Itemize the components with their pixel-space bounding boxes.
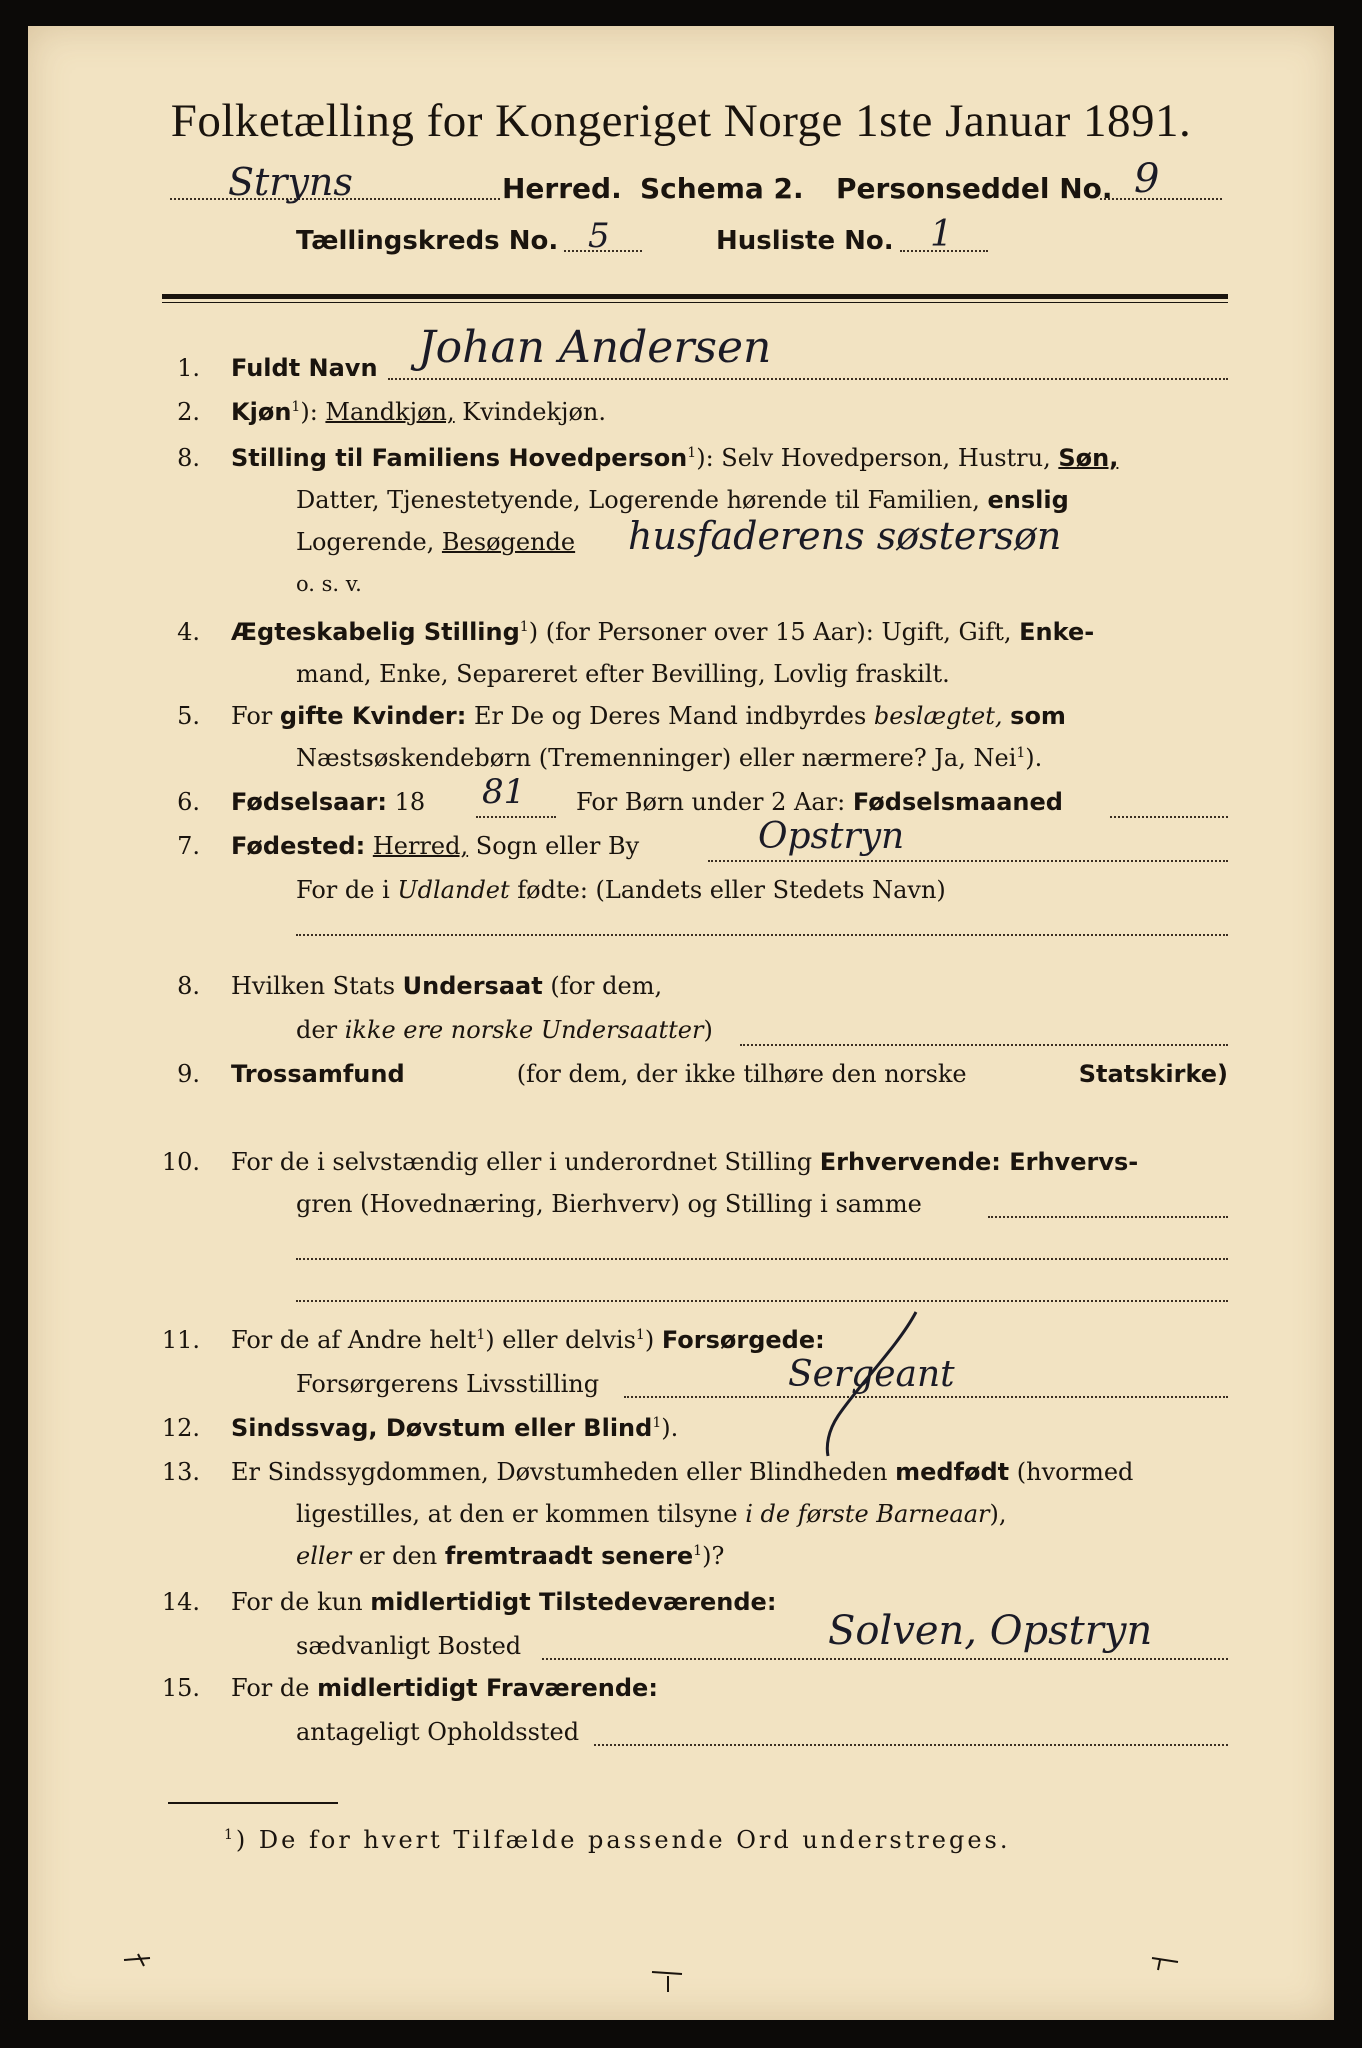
q3-option-visitor: Besøgende [441,528,576,556]
q13-line2-italic: i de første Barneaar [745,1500,990,1528]
personseddel-label: Personseddel No. [836,172,1113,205]
q13-line3-a: er den [358,1542,438,1570]
q3-line3 [296,528,575,556]
q5-line2 [296,744,1042,772]
q4-line1-bold: Enke- [1019,618,1095,646]
q12-label: Sindssvag, Døvstum eller Blind [231,1414,653,1442]
q7-line2 [296,876,946,904]
q6-label: Fødselsaar: [231,788,387,816]
q14-dotted-line [542,1658,1228,1660]
q11-number: 11. [161,1326,200,1354]
q3-line2-text: Datter, Tjenestetyende, Logerende hørende til Familien, [296,486,980,514]
census-form-sheet [28,26,1334,2020]
q5-line2-text: Næstsøskendebørn (Tremenninger) eller nærmere? Ja, Nei [296,744,1017,772]
q14-pre: For de kun [231,1588,363,1616]
q8-line1-b: (for dem, [550,972,663,1000]
q8-line2-a: der [296,1016,338,1044]
q11-line1-a: For de af Andre helt [231,1326,477,1354]
margin-mark-right [1146,1950,1186,1974]
q9-line [231,1060,1228,1088]
herred-value: Stryns [228,160,353,204]
q9-label: Trossamfund [231,1060,405,1088]
herred-label: Herred. [502,172,622,205]
q8-line1 [231,972,662,1000]
q13-line1-a: Er Sindssygdommen, Døvstumheden eller Blindheden [231,1458,888,1486]
q13-line3-b: )? [702,1542,725,1570]
q13-line2 [296,1500,1006,1528]
q6-prefix: 18 [394,788,426,816]
q12-line [231,1414,678,1442]
q10-dotted-line-3 [296,1300,1228,1302]
margin-mark-center [646,1962,690,1998]
q8-line1-a: Hvilken Stats [231,972,396,1000]
q3-line1 [231,444,1118,472]
q11-sup-2: 1 [635,1327,645,1343]
q4-line2: mand, Enke, Separeret efter Bevilling, Lovlig fraskilt. [296,660,950,688]
q2-option-female: Kvindekjøn. [462,398,607,426]
q7-line1 [231,832,639,860]
q15-dotted-line [594,1744,1228,1746]
q4-number: 4. [177,618,200,646]
q13-sup: 1 [693,1543,703,1559]
q3-relation-value: husfaderens søstersøn [628,514,1062,558]
q2-option-male: Mandkjøn, [325,398,455,426]
q14-line2: sædvanligt Bosted [296,1632,522,1660]
q3-line3-text: Logerende, [296,528,435,556]
q3-label: Stilling til Familiens Hovedperson [231,444,688,472]
q9-number: 9. [177,1060,200,1088]
q4-label: Ægteskabelig Stilling [231,618,520,646]
q15-line2: antageligt Opholdssted [296,1718,580,1746]
q1-label: Fuldt Navn [231,354,378,382]
q11-line1 [231,1326,825,1354]
q9-rest: (for dem, der ikke tilhøre den norske [516,1060,967,1088]
q2-line [231,398,606,426]
q3-line2-bold: enslig [987,486,1069,514]
q14-residence-value: Solven, Opstryn [828,1608,1153,1654]
q2-sup: 1 [291,399,301,415]
q5-line1 [231,702,1066,730]
husliste-value: 1 [930,214,953,255]
q13-line3-bold: fremtraadt senere [444,1542,694,1570]
footnote-text: ) De for hvert Tilfælde passende Ord understreges. [235,1826,1011,1854]
q11-line2: Forsørgerens Livsstilling [296,1370,600,1398]
q8-number: 8. [177,972,200,1000]
footnote [224,1826,1010,1854]
q5-line1-end: som [1010,702,1066,730]
form-title: Folketælling for Kongeriget Norge 1ste Januar 1891. [170,95,1192,147]
personseddel-value: 9 [1134,156,1160,202]
q13-line3 [296,1542,724,1570]
q10-number: 10. [161,1148,200,1176]
q1-number: 1. [177,354,200,382]
q7-birthplace-value: Opstryn [758,816,905,857]
q10-dotted-line-1 [988,1216,1228,1218]
q14-label: midlertidigt Tilstedeværende: [370,1588,777,1616]
taellingskreds-label: Tællingskreds No. [296,226,559,256]
q3-sup: 1 [687,445,697,461]
q4-line1-rest: ) (for Personer over 15 Aar): Ugift, Gift, [528,618,1012,646]
q5-pre: For [231,702,273,730]
q7-label: Fødested: [231,832,366,860]
q7-rest: Sogn eller By [475,832,640,860]
q7-abroad-dotted-line [296,934,1228,936]
q13-line1-b: (hvormed [1016,1458,1134,1486]
q14-line1 [231,1588,776,1616]
q15-label: midlertidigt Fraværende: [317,1674,658,1702]
q10-dotted-line-2 [296,1258,1228,1260]
q6-year-value: 81 [482,772,526,812]
q6-month-dotted-line [1110,816,1228,818]
q11-sup-1: 1 [476,1327,486,1343]
footnote-rule [168,1802,338,1804]
q13-number: 13. [161,1458,200,1486]
q15-number: 15. [161,1674,200,1702]
q8-line2-italic: ikke ere norske Undersaatter [344,1016,704,1044]
q13-line1-bold: medfødt [895,1458,1010,1486]
q8-line1-bold: Undersaat [402,972,543,1000]
q6-rest: For Børn under 2 Aar: [576,788,846,816]
header-rule-thin [162,302,1228,303]
q9-end: Statskirke) [1078,1060,1228,1088]
q8-dotted-line [740,1044,1228,1046]
margin-mark-left [120,1948,160,1972]
schema-label: Schema 2. [640,172,804,205]
q13-line2-a: ligestilles, at den er kommen tilsyne [296,1500,738,1528]
q13-line2-b: ), [989,1500,1007,1528]
q6-line [231,788,425,816]
q7-line2-b: fødte: (Landets eller Stedets Navn) [517,876,946,904]
q10-line1 [231,1148,1138,1176]
q7-option-herred: Herred, [372,832,469,860]
q14-number: 14. [161,1588,200,1616]
q2-number: 2. [177,398,200,426]
q11-handwritten-stroke [798,1306,938,1476]
q13-line3-italic: eller [296,1542,352,1570]
q5-sup: 1 [1016,745,1026,761]
q15-pre: For de [231,1674,310,1702]
q1-dotted-line [388,378,1228,380]
q7-line2-italic: Udlandet [397,876,510,904]
q2-sep: ): [300,398,318,426]
q10-line1-bold: Erhvervende: Erhvervs- [819,1148,1139,1176]
q12-sup: 1 [652,1415,662,1431]
q7-number: 7. [177,832,200,860]
q3-number: 8. [177,444,200,472]
q8-line2-b: ) [703,1016,713,1044]
q5-line1-italic: beslægtet, [873,702,1003,730]
q1-name-value: Johan Andersen [418,322,772,373]
q6-year-dotted-line [476,816,556,818]
q13-line1 [231,1458,1133,1486]
q12-end: ). [661,1414,679,1442]
q3-option-son: Søn, [1058,444,1119,472]
q6-label2: Fødselsmaaned [852,788,1063,816]
q11-line1-bold: Forsørgede: [661,1326,825,1354]
q4-line1 [231,618,1094,646]
taellingskreds-value: 5 [588,216,610,256]
q5-number: 5. [177,702,200,730]
q3-line2 [296,486,1069,514]
q3-line4: o. s. v. [296,572,362,596]
q5-line2-end: ). [1025,744,1043,772]
q7-dotted-line [708,860,1228,862]
q3-line1-rest: ): Selv Hovedperson, Hustru, [696,444,1051,472]
q5-line1-rest: Er De og Deres Mand indbyrdes [473,702,867,730]
q11-line1-b: ) eller delvis [485,1326,636,1354]
q2-label: Kjøn [231,398,292,426]
q6-line2 [576,788,1063,816]
q4-sup: 1 [519,619,529,635]
q5-label: gifte Kvinder: [279,702,467,730]
personseddel-dotted-line [1100,198,1222,200]
q6-number: 6. [177,788,200,816]
q11-provider-value: Sergeant [788,1354,955,1395]
q10-line2: gren (Hovednæring, Bierhverv) og Stilling i samme [296,1190,922,1218]
q10-line1-a: For de i selvstændig eller i underordnet Stilling [231,1148,813,1176]
q8-line2 [296,1016,713,1044]
q7-line2-a: For de i [296,876,390,904]
header-rule-thick [162,294,1228,299]
q15-line1 [231,1674,658,1702]
husliste-label: Husliste No. [716,226,894,256]
q12-number: 12. [161,1414,200,1442]
q11-line1-c: ) [644,1326,655,1354]
footnote-sup: 1 [224,1827,236,1843]
